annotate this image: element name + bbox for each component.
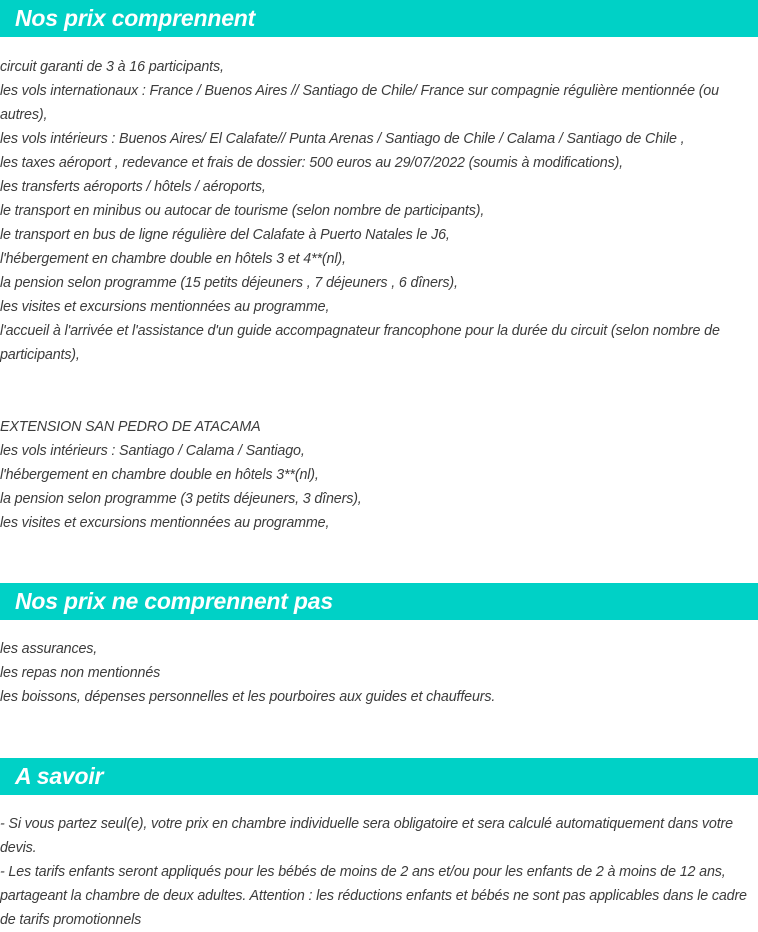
list-item: les boissons, dépenses personnelles et les pourboires aux guides et chauffeurs.	[0, 689, 496, 705]
list-item: la pension selon programme (15 petits déjeuners , 7 déjeuners , 6 dîners),	[0, 275, 458, 291]
list-item: le transport en minibus ou autocar de tourisme (selon nombre de participants),	[0, 203, 485, 219]
section-title-not-included: Nos prix ne comprennent pas	[15, 588, 333, 614]
list-item: la pension selon programme (3 petits déjeuners, 3 dîners),	[0, 491, 362, 507]
list-item: les repas non mentionnés	[0, 665, 161, 681]
list-item: le transport en bus de ligne régulière del Calafate à Puerto Natales le J6,	[0, 227, 450, 243]
list-item: l'hébergement en chambre double en hôtels 3**(nl),	[0, 467, 319, 483]
not-included-list	[0, 637, 758, 709]
list-item: les assurances,	[0, 641, 98, 657]
list-item: circuit garanti de 3 à 16 participants,	[0, 59, 224, 75]
extension-list	[0, 415, 758, 535]
section-title-good-to-know: A savoir	[15, 763, 104, 789]
list-item: - Les tarifs enfants seront appliqués pour les bébés de moins de 2 ans et/ou pour les enfants de 2 à moins de 12 ans, partageant la chambre de deux adultes. Attention : les réductions enfants et bébés ne sont pas applicables dans le cadre de tarifs promotionnels	[0, 864, 747, 928]
list-item: l'hébergement en chambre double en hôtels 3 et 4**(nl),	[0, 251, 346, 267]
list-item: - Si vous partez seul(e), votre prix en chambre individuelle sera obligatoire et sera calculé automatiquement dans votre devis.	[0, 816, 733, 856]
list-item: les transferts aéroports / hôtels / aéroports,	[0, 179, 266, 195]
section-header-included	[0, 0, 758, 37]
section-title-included: Nos prix comprennent	[15, 5, 256, 31]
good-to-know-list	[0, 812, 758, 932]
section-header-good-to-know	[0, 758, 758, 795]
included-list	[0, 55, 758, 367]
list-item: l'accueil à l'arrivée et l'assistance d'un guide accompagnateur francophone pour la durée du circuit (selon nombre de participants),	[0, 323, 720, 363]
list-item: les visites et excursions mentionnées au programme,	[0, 299, 330, 315]
list-item: les taxes aéroport , redevance et frais de dossier: 500 euros au 29/07/2022 (soumis à modifications),	[0, 155, 624, 171]
list-item: les visites et excursions mentionnées au programme,	[0, 515, 330, 531]
list-item: les vols intérieurs : Santiago / Calama / Santiago,	[0, 443, 305, 459]
list-item: les vols intérieurs : Buenos Aires/ El Calafate// Punta Arenas / Santiago de Chile / Calama / Santiago de Chile ,	[0, 131, 685, 147]
section-header-not-included	[0, 583, 758, 620]
extension-title: EXTENSION SAN PEDRO DE ATACAMA	[0, 419, 261, 435]
list-item: les vols internationaux : France / Buenos Aires // Santiago de Chile/ France sur compagnie régulière mentionnée (ou autres),	[0, 83, 719, 123]
